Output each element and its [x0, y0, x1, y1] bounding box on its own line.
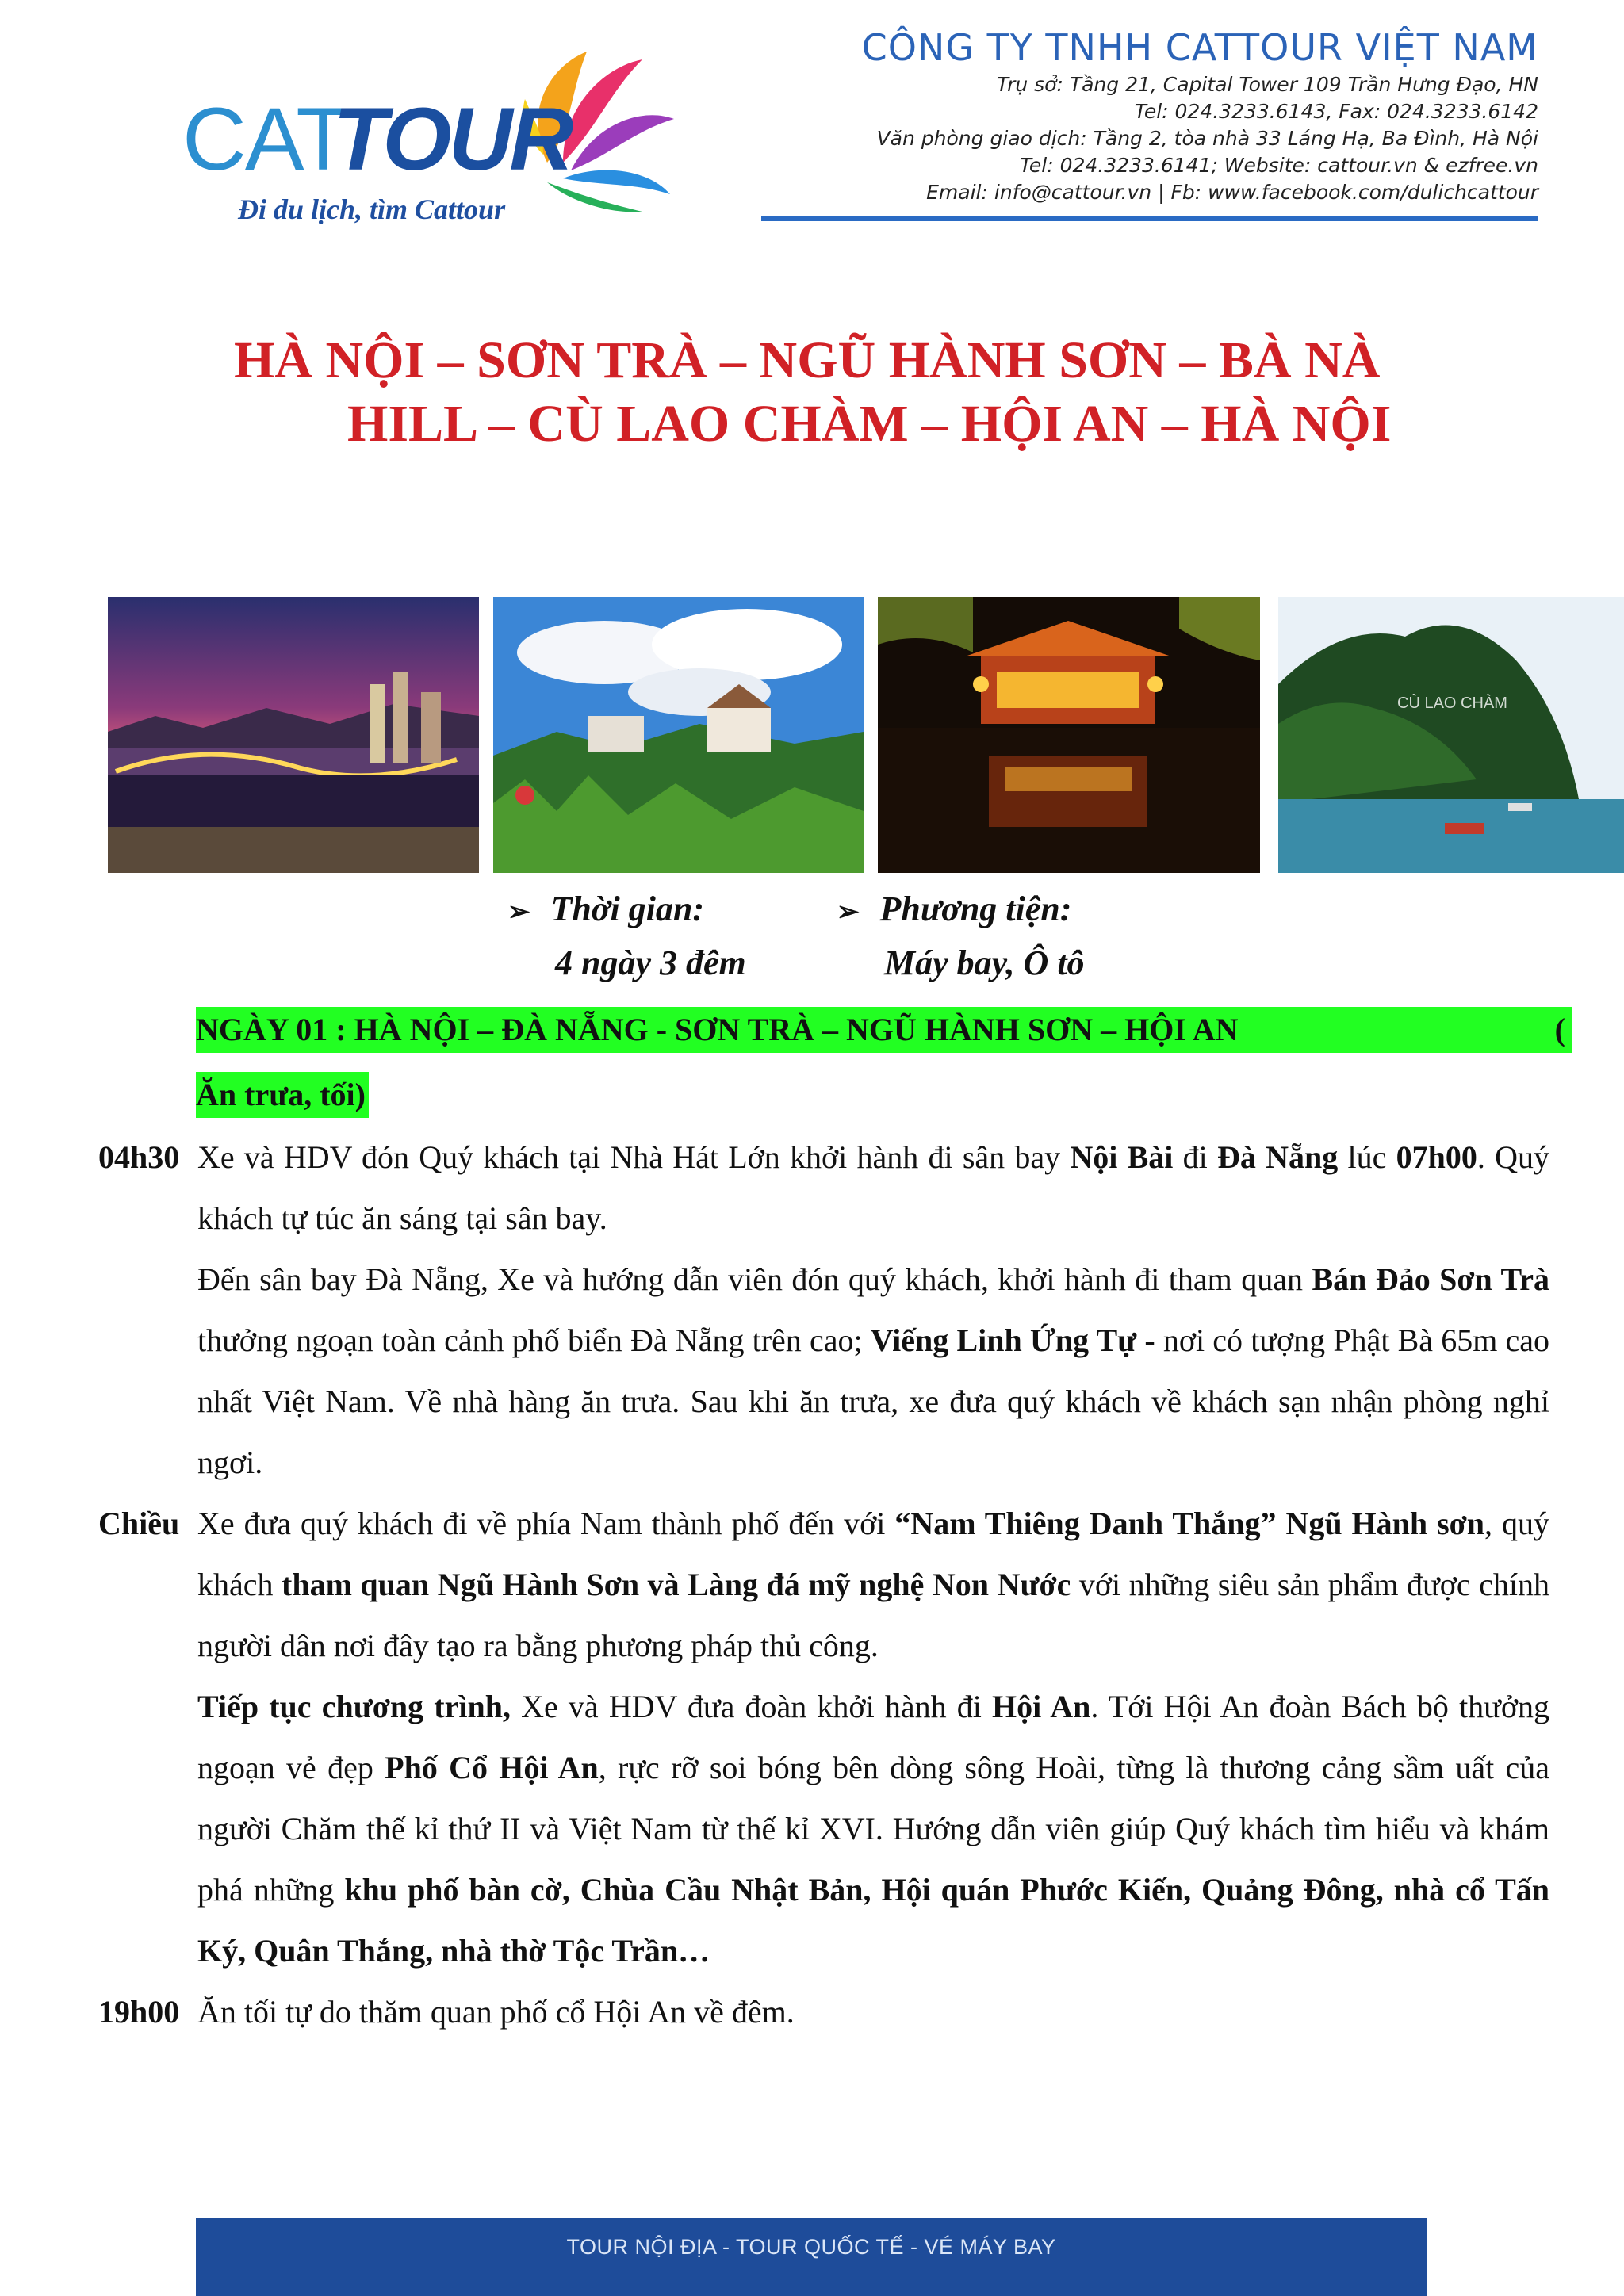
office-phone-website: Tel: 024.3233.6141; Website: cattour.vn & ezfree.vn: [1019, 154, 1538, 177]
logo-cat-text: CAT: [182, 90, 349, 189]
schedule-item-1900: 19h00 Ăn tối tự do thăm quan phố cổ Hội An về đêm.: [98, 1981, 1549, 2042]
company-address: Trụ sở: Tầng 21, Capital Tower 109 Trần Hưng Đạo, HN: [996, 73, 1538, 96]
day-1-heading: [196, 1007, 1572, 1053]
tour-title-line-1: HÀ NỘI – SƠN TRÀ – NGŨ HÀNH SƠN – BÀ NÀ: [234, 331, 1381, 389]
day-1-schedule: [98, 1127, 1549, 2042]
duration-info: [508, 884, 746, 989]
schedule-item-afternoon: Chiều Xe đưa quý khách đi về phía Nam thành phố đến với “Nam Thiêng Danh Thắng” Ngũ Hành sơn, quý khách tham quan Ngũ Hành Sơn và Làng đá mỹ nghệ Non Nước với những siêu sản phẩm được chính người dân nơi đây tạo ra bằng phương pháp thủ công. Tiếp tục chương trình, Xe và HDV đưa đoàn khởi hành đi Hội An. Tới Hội An đoàn Bách bộ thưởng ngoạn vẻ đẹp Phố Cổ Hội An, rực rỡ soi bóng bên dòng sông Hoài, từng là thương cảng sầm uất của người Chăm thế kỉ thứ II và Việt Nam từ thế kỉ XVI. Hướng dẫn viên giúp Quý khách tìm hiểu và khám phá những khu phố bàn cờ, Chùa Cầu Nhật Bản, Hội quán Phước Kiến, Quảng Đông, nhà cổ Tấn Ký, Quân Thắng, nhà thờ Tộc Trần…: [98, 1493, 1549, 1981]
schedule-time: 04h30: [98, 1139, 180, 1175]
company-name: CÔNG TY TNHH CATTOUR VIỆT NAM: [861, 26, 1538, 69]
footer-banner: [196, 2218, 1427, 2296]
day-1-meals: Ăn trưa, tối): [196, 1072, 369, 1118]
cu-lao-cham-caption: CÙ LAO CHÀM: [1397, 695, 1507, 712]
schedule-time: Chiều: [98, 1506, 180, 1541]
schedule-item-0430: 04h30 Xe và HDV đón Quý khách tại Nhà Hát Lớn khởi hành đi sân bay Nội Bài đi Đà Nẵng lúc 07h00. Quý khách tự túc ăn sáng tại sân bay. Đến sân bay Đà Nẵng, Xe và hướng dẫn viên đón quý khách, khởi hành đi tham quan Bán Đảo Sơn Trà thưởng ngoạn toàn cảnh phố biển Đà Nẵng trên cao; Viếng Linh Ứng Tự - nơi có tượng Phật Bà 65m cao nhất Việt Nam. Về nhà hàng ăn trưa. Sau khi ăn trưa, xe đưa quý khách về khách sạn nhận phòng nghỉ ngơi.: [98, 1127, 1549, 1493]
duration-label: Thời gian:: [550, 890, 705, 928]
schedule-time: 19h00: [98, 1994, 180, 2030]
transport-label: Phương tiện:: [879, 890, 1072, 928]
photo-hoi-an-bridge: [878, 597, 1260, 873]
company-phone: Tel: 024.3233.6143, Fax: 024.3233.6142: [1134, 100, 1538, 123]
logo-slogan: Đi du lịch, tìm Cattour: [238, 193, 506, 225]
transport-value: Máy bay, Ô tô: [884, 943, 1085, 982]
photo-da-nang-night: [108, 597, 479, 873]
photo-ba-na-hill: [493, 597, 864, 873]
email-facebook: Email: info@cattour.vn | Fb: www.facebook.com/dulichcattour: [926, 181, 1538, 204]
office-address: Văn phòng giao dịch: Tầng 2, tòa nhà 33 Láng Hạ, Ba Đình, Hà Nội: [876, 127, 1538, 150]
footer-text: TOUR NỘI ĐỊA - TOUR QUỐC TẾ - VÉ MÁY BAY: [566, 2235, 1056, 2259]
company-info: [737, 24, 1538, 206]
arrow-bullet-icon: ➢: [837, 897, 860, 927]
tour-title-line-2: HILL – CÙ LAO CHÀM – HỘI AN – HÀ NỘI: [347, 395, 1392, 453]
photo-cu-lao-cham: [1278, 597, 1624, 873]
day-1-title: NGÀY 01 : HÀ NỘI – ĐÀ NẴNG - SƠN TRÀ – NGŨ HÀNH SƠN – HỘI AN: [196, 1012, 1239, 1047]
arrow-bullet-icon: ➢: [508, 897, 530, 927]
day-1-paren: (: [1554, 1012, 1565, 1047]
logo-tour-text: TOUR: [333, 90, 571, 189]
cattour-logo: [182, 44, 674, 234]
header-divider: [761, 216, 1538, 221]
transport-info: [837, 884, 1085, 989]
duration-value: 4 ngày 3 đêm: [555, 943, 746, 982]
